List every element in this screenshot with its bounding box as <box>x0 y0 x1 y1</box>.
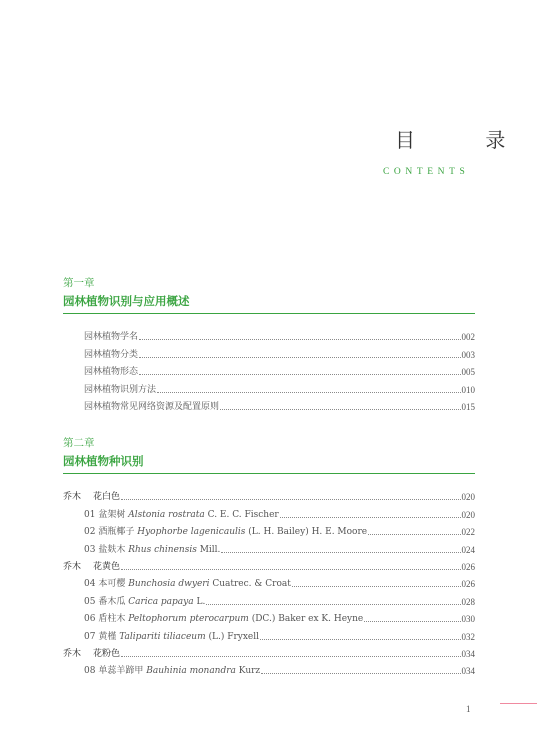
category-flower-color: 花黄色 <box>93 561 121 572</box>
species-number: 01 <box>84 509 96 520</box>
species-scientific-name: Alstonia rostrata <box>128 509 205 520</box>
species-authority: Kurz <box>238 666 261 677</box>
toc-entry-label <box>84 631 259 643</box>
toc-entry-label <box>63 648 120 660</box>
species-authority: L. <box>196 596 206 607</box>
toc-species-row[interactable] <box>63 660 475 677</box>
chapter-title: 园林植物识别与应用概述 <box>63 294 190 308</box>
toc-entry-label <box>84 544 220 556</box>
species-chinese-name: 盆架树 <box>98 509 126 520</box>
chapter-1-header <box>63 276 475 314</box>
toc-page-number: 034 <box>461 666 475 677</box>
toc-page-number: 028 <box>461 596 475 607</box>
category-type: 乔木 <box>63 561 82 572</box>
toc-entry-label <box>84 509 279 521</box>
toc-entry-row[interactable] <box>63 378 475 395</box>
species-number: 04 <box>84 579 96 590</box>
toc-entry-text: 园林植物识别方法 <box>84 384 157 395</box>
toc-page-number: 030 <box>461 614 475 625</box>
toc-species-row[interactable] <box>63 608 475 625</box>
chapter-number: 第二章 <box>63 437 95 449</box>
toc-page-number: 020 <box>461 509 475 520</box>
category-type: 乔木 <box>63 648 82 659</box>
dot-leader <box>292 586 461 587</box>
species-chinese-name: 单蕊羊蹄甲 <box>98 666 144 677</box>
toc-page-number: 015 <box>461 401 475 412</box>
species-chinese-name: 番木瓜 <box>98 596 126 607</box>
toc-species-row[interactable] <box>63 521 475 538</box>
toc-entry-row[interactable] <box>63 396 475 413</box>
toc-species-row[interactable] <box>63 573 475 590</box>
toc-entry-row[interactable] <box>63 343 475 360</box>
footer-accent-line <box>500 703 537 704</box>
toc-entry-label <box>63 561 120 573</box>
toc-page-number: 002 <box>461 332 475 343</box>
species-scientific-name: Bauhinia monandra <box>146 666 236 677</box>
chapter-number: 第一章 <box>63 277 95 289</box>
species-authority: Cuatrec. & Croat <box>212 579 291 590</box>
chapter-divider <box>63 473 475 474</box>
toc-category-row[interactable] <box>63 556 475 573</box>
toc-entry-label <box>84 349 138 361</box>
toc-entry-text: 园林植物分类 <box>84 349 139 360</box>
species-authority: (DC.) Baker ex K. Heyne <box>251 614 364 625</box>
species-authority: (L.) Fryxell <box>208 631 260 642</box>
species-scientific-name: Carica papaya <box>128 596 194 607</box>
species-number: 07 <box>84 631 96 642</box>
dot-leader <box>260 639 460 640</box>
toc-page-number: 026 <box>461 561 475 572</box>
toc-page-number: 022 <box>461 527 475 538</box>
dot-leader <box>368 534 460 535</box>
toc-category-row[interactable] <box>63 486 475 503</box>
toc-page-number: 034 <box>461 648 475 659</box>
chapter-title: 园林植物种识别 <box>63 454 144 468</box>
category-type: 乔木 <box>63 492 82 503</box>
species-chinese-name: 本可樱 <box>98 579 126 590</box>
toc-entry-label <box>63 491 120 503</box>
dot-leader <box>121 499 460 500</box>
dot-leader <box>121 569 460 570</box>
dot-leader <box>139 374 460 375</box>
toc-page-number: 020 <box>461 492 475 503</box>
species-chinese-name: 盾柱木 <box>98 614 126 625</box>
toc-page-number: 024 <box>461 544 475 555</box>
species-scientific-name: Peltophorum pterocarpum <box>128 614 249 625</box>
chapter-2-toc <box>63 486 475 677</box>
toc-species-row[interactable] <box>63 503 475 520</box>
species-authority: (L. H. Bailey) H. E. Moore <box>248 527 368 538</box>
category-flower-color: 花粉色 <box>93 648 121 659</box>
toc-page-number: 026 <box>461 579 475 590</box>
species-authority: C. E. C. Fischer <box>207 509 279 520</box>
dot-leader <box>220 409 460 410</box>
category-flower-color: 花白色 <box>93 492 121 503</box>
species-number: 08 <box>84 666 96 677</box>
species-number: 02 <box>84 527 96 538</box>
species-scientific-name: Bunchosia dwyeri <box>128 579 210 590</box>
dot-leader <box>157 392 460 393</box>
toc-entry-text: 园林植物形态 <box>84 367 139 378</box>
page-subtitle: CONTENTS <box>383 167 470 177</box>
chapter-divider <box>63 313 475 314</box>
toc-entry-text: 园林植物常见网络资源及配置原则 <box>84 401 220 412</box>
toc-entry-label <box>84 613 363 625</box>
page-number: 1 <box>466 704 471 714</box>
toc-entry-label <box>84 331 138 343</box>
toc-entry-text: 园林植物学名 <box>84 332 139 343</box>
toc-entry-row[interactable] <box>63 326 475 343</box>
toc-entry-label <box>84 384 156 396</box>
toc-entry-label <box>84 366 138 378</box>
toc-page-number: 010 <box>461 384 475 395</box>
toc-page-number: 005 <box>461 367 475 378</box>
dot-leader <box>364 621 460 622</box>
chapter-2-header <box>63 436 475 474</box>
toc-page-number: 032 <box>461 631 475 642</box>
species-number: 05 <box>84 596 96 607</box>
toc-entry-label <box>84 401 219 413</box>
species-number: 06 <box>84 614 96 625</box>
toc-entry-label <box>84 578 291 590</box>
species-number: 03 <box>84 544 96 555</box>
dot-leader <box>206 604 460 605</box>
toc-page-number: 003 <box>461 349 475 360</box>
species-scientific-name: Hyophorbe lagenicaulis <box>137 527 246 538</box>
dot-leader <box>139 357 460 358</box>
species-chinese-name: 黄槿 <box>98 631 117 642</box>
toc-species-row[interactable] <box>63 590 475 607</box>
species-chinese-name: 酒瓶椰子 <box>98 527 135 538</box>
toc-entry-label <box>84 526 367 538</box>
toc-entry-label <box>84 665 260 677</box>
species-scientific-name: Talipariti tiliaceum <box>119 631 206 642</box>
dot-leader <box>261 673 460 674</box>
dot-leader <box>139 339 460 340</box>
toc-entry-label <box>84 596 205 608</box>
dot-leader <box>121 656 460 657</box>
toc-entry-row[interactable] <box>63 361 475 378</box>
species-scientific-name: Rhus chinensis <box>128 544 197 555</box>
toc-species-row[interactable] <box>63 625 475 642</box>
dot-leader <box>280 517 461 518</box>
toc-category-row[interactable] <box>63 643 475 660</box>
species-chinese-name: 盐麸木 <box>98 544 126 555</box>
chapter-1-toc <box>63 326 475 413</box>
page-title: 目 录 <box>395 128 537 152</box>
toc-species-row[interactable] <box>63 538 475 555</box>
dot-leader <box>221 552 460 553</box>
species-authority: Mill. <box>199 544 221 555</box>
